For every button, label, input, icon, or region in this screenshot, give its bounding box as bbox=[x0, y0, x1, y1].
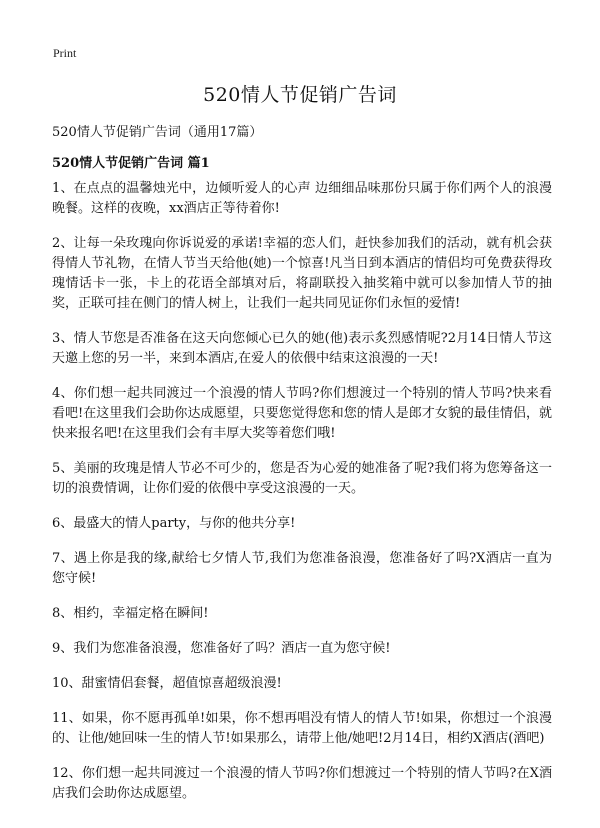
list-item: 7、遇上你是我的缘,献给七夕情人节,我们为您准备浪漫，您准备好了吗?X酒店一直为您守候! bbox=[52, 551, 552, 586]
list-item: 10、甜蜜情侣套餐，超值惊喜超级浪漫! bbox=[52, 676, 282, 691]
list-item: 3、情人节您是否准备在这天向您倾心已久的她(他)表示炙烈感情呢?2月14日情人节这天邀上您的另一半，来到本酒店,在爱人的依偎中结束这浪漫的一天! bbox=[52, 331, 552, 366]
list-item: 11、如果，你不愿再孤单!如果，你不想再唱没有情人的情人节!如果，你想过一个浪漫的、让他/她回味一生的情人节!如果那么，请带上他/她吧!2月14日，相约X酒店(酒吧) bbox=[52, 711, 552, 746]
list-item: 1、在点点的温馨烛光中，边倾听爱人的心声 边细细品味那份只属于你们两个人的浪漫晚餐。这样的夜晚，xx酒店正等待着你! bbox=[52, 181, 552, 216]
slogan-list bbox=[52, 179, 552, 819]
section-heading: 520情人节促销广告词 篇1 bbox=[52, 156, 210, 171]
list-item: 8、相约，幸福定格在瞬间! bbox=[52, 606, 209, 621]
list-item: 4、你们想一起共同渡过一个浪漫的情人节吗?你们想渡过一个特别的情人节吗?快来看看吧!在这里我们会助你达成愿望，只要您觉得您和您的情人是郎才女貌的最佳情侣，就快来报名吧!在这里我们会有丰厚大奖等着您们哦! bbox=[52, 386, 552, 441]
list-item: 6、最盛大的情人party，与你的他共分享! bbox=[52, 516, 296, 531]
page-subtitle: 520情人节促销广告词（通用17篇） bbox=[52, 125, 263, 140]
list-item: 12、你们想一起共同渡过一个浪漫的情人节吗?你们想渡过一个特别的情人节吗?在X酒店我们会助你达成愿望。 bbox=[52, 766, 552, 801]
list-item: 9、我们为您准备浪漫，您准备好了吗？酒店一直为您守候! bbox=[52, 641, 391, 656]
list-item: 5、美丽的玫瑰是情人节必不可少的，您是否为心爱的她准备了呢?我们将为您筹备这一切的浪费情调，让你们爱的依偎中享受这浪漫的一天。 bbox=[52, 461, 552, 496]
page-title: 520情人节促销广告词 bbox=[203, 84, 397, 106]
print-link[interactable]: Print bbox=[53, 46, 77, 60]
list-item: 2、让每一朵玫瑰向你诉说爱的承诺!幸福的恋人们，赶快参加我们的活动，就有机会获得情人节礼物，在情人节当天给他(她)一个惊喜!凡当日到本酒店的情侣均可免费获得玫瑰情话卡一张，卡上的花语全部填对后，将副联投入抽奖箱中就可以参加情人节的抽奖，正联可挂在侧门的情人树上，让我们一起共同见证你们永恒的爱情! bbox=[52, 236, 552, 311]
